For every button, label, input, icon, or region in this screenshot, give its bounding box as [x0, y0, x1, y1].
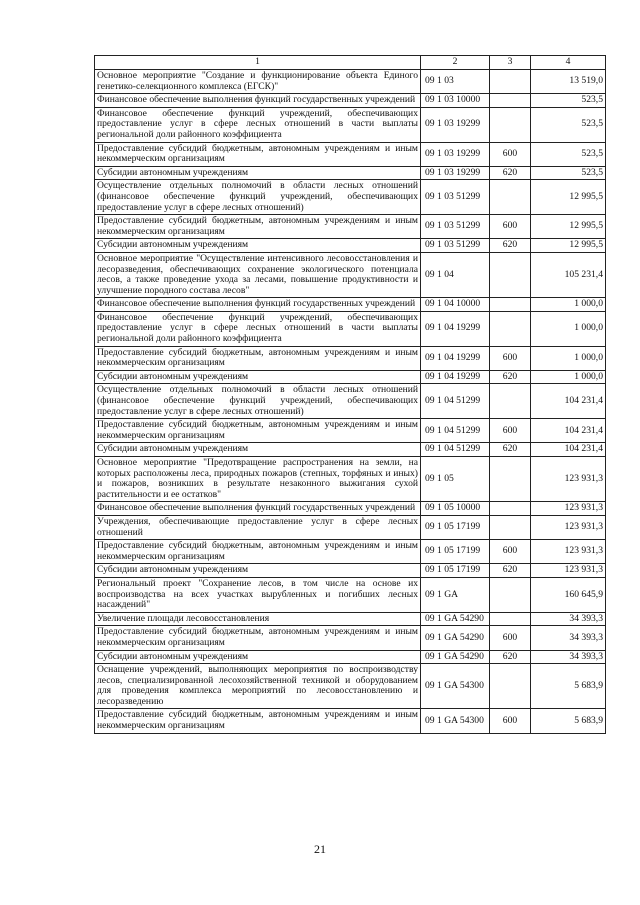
- table-row: [95, 252, 606, 297]
- row-code: 09 1 GA: [421, 577, 490, 612]
- row-code: 09 1 03 19299: [421, 142, 490, 166]
- row-code: 09 1 GA 54300: [421, 709, 490, 733]
- table-row: [95, 298, 606, 312]
- row-description: Финансовое обеспечение функций учреждений, обеспечивающих предоставление услуг в сфере лесных отношений в части выплаты региональной доли районного коэффициента: [95, 107, 421, 142]
- row-amount: 12 995,5: [531, 239, 606, 253]
- row-amount: 123 931,3: [531, 457, 606, 502]
- table-row: [95, 142, 606, 166]
- row-description: Основное мероприятие "Предотвращение распространения на земли, на которых расположены леса, природных пожаров (степных, торфяных и иных) и пожаров, возникших в результате незаконного выжигания сухой растительности и ее остатков": [95, 457, 421, 502]
- row-description: Увеличение площади лесовосстановления: [95, 612, 421, 626]
- row-code: 09 1 05 10000: [421, 502, 490, 516]
- row-expense-type: 620: [490, 443, 531, 457]
- row-amount: 12 995,5: [531, 215, 606, 239]
- table-row: [95, 709, 606, 733]
- row-amount: 123 931,3: [531, 540, 606, 564]
- table-row: [95, 626, 606, 650]
- row-code: 09 1 04 19299: [421, 311, 490, 346]
- table-row: [95, 370, 606, 384]
- table-row: [95, 612, 606, 626]
- row-amount: 104 231,4: [531, 443, 606, 457]
- table-row: [95, 564, 606, 578]
- row-description: Субсидии автономным учреждениям: [95, 564, 421, 578]
- row-amount: 34 393,3: [531, 650, 606, 664]
- table-row: [95, 419, 606, 443]
- row-code: 09 1 04: [421, 252, 490, 297]
- row-description: Предоставление субсидий бюджетным, автономным учреждениям и иным некоммерческим организациям: [95, 142, 421, 166]
- row-description: Оснащение учреждений, выполняющих мероприятия по воспроизводству лесов, специализированной лесохозяйственной техникой и оборудованием для проведения комплекса мероприятий по лесовосстановлению и лесоразведению: [95, 664, 421, 709]
- row-code: 09 1 03 51299: [421, 215, 490, 239]
- budget-table: [94, 55, 606, 734]
- row-amount: 13 519,0: [531, 70, 606, 94]
- row-amount: 123 931,3: [531, 515, 606, 539]
- row-amount: 160 645,9: [531, 577, 606, 612]
- row-code: 09 1 04 10000: [421, 298, 490, 312]
- row-description: Субсидии автономным учреждениям: [95, 650, 421, 664]
- row-amount: 1 000,0: [531, 370, 606, 384]
- row-expense-type: 620: [490, 239, 531, 253]
- row-description: Субсидии автономным учреждениям: [95, 166, 421, 180]
- table-row: [95, 443, 606, 457]
- row-description: Предоставление субсидий бюджетным, автономным учреждениям и иным некоммерческим организациям: [95, 346, 421, 370]
- row-code: 09 1 GA 54290: [421, 626, 490, 650]
- row-expense-type: 620: [490, 370, 531, 384]
- row-description: Осуществление отдельных полномочий в области лесных отношений (финансовое обеспечение функций учреждений, обеспечивающих предоставление услуг в сфере лесных отношений): [95, 180, 421, 215]
- row-expense-type: [490, 612, 531, 626]
- row-expense-type: 600: [490, 540, 531, 564]
- row-description: Предоставление субсидий бюджетным, автономным учреждениям и иным некоммерческим организациям: [95, 709, 421, 733]
- row-amount: 523,5: [531, 107, 606, 142]
- row-description: Субсидии автономным учреждениям: [95, 370, 421, 384]
- table-row: [95, 384, 606, 419]
- row-amount: 12 995,5: [531, 180, 606, 215]
- row-expense-type: [490, 94, 531, 108]
- row-amount: 5 683,9: [531, 664, 606, 709]
- header-row: [95, 56, 606, 70]
- table-row: [95, 577, 606, 612]
- table-row: [95, 180, 606, 215]
- row-amount: 104 231,4: [531, 419, 606, 443]
- row-code: 09 1 04 19299: [421, 346, 490, 370]
- row-code: 09 1 03 19299: [421, 107, 490, 142]
- table-row: [95, 540, 606, 564]
- row-code: 09 1 03: [421, 70, 490, 94]
- table-row: [95, 664, 606, 709]
- row-description: Основное мероприятие "Создание и функционирование объекта Единого генетико-селекционного комплекса (ЕГСК)": [95, 70, 421, 94]
- row-expense-type: 600: [490, 709, 531, 733]
- row-code: 09 1 GA 54300: [421, 664, 490, 709]
- table-row: [95, 94, 606, 108]
- row-amount: 123 931,3: [531, 502, 606, 516]
- row-amount: 1 000,0: [531, 346, 606, 370]
- row-amount: 123 931,3: [531, 564, 606, 578]
- row-expense-type: 600: [490, 215, 531, 239]
- row-amount: 34 393,3: [531, 626, 606, 650]
- table-row: [95, 215, 606, 239]
- row-amount: 5 683,9: [531, 709, 606, 733]
- header-col-3: 3: [490, 56, 531, 70]
- row-expense-type: [490, 311, 531, 346]
- row-description: Финансовое обеспечение выполнения функций государственных учреждений: [95, 94, 421, 108]
- row-amount: 1 000,0: [531, 298, 606, 312]
- row-code: 09 1 04 51299: [421, 384, 490, 419]
- row-expense-type: [490, 298, 531, 312]
- row-expense-type: [490, 457, 531, 502]
- table-row: [95, 311, 606, 346]
- row-code: 09 1 GA 54290: [421, 612, 490, 626]
- row-description: Финансовое обеспечение выполнения функций государственных учреждений: [95, 298, 421, 312]
- row-expense-type: 600: [490, 419, 531, 443]
- row-code: 09 1 05 17199: [421, 564, 490, 578]
- row-amount: 105 231,4: [531, 252, 606, 297]
- table-row: [95, 515, 606, 539]
- row-description: Предоставление субсидий бюджетным, автономным учреждениям и иным некоммерческим организациям: [95, 540, 421, 564]
- row-code: 09 1 03 51299: [421, 239, 490, 253]
- table-row: [95, 502, 606, 516]
- row-code: 09 1 04 19299: [421, 370, 490, 384]
- row-description: Субсидии автономным учреждениям: [95, 239, 421, 253]
- row-code: 09 1 04 51299: [421, 443, 490, 457]
- row-amount: 523,5: [531, 166, 606, 180]
- row-description: Региональный проект "Сохранение лесов, в том числе на основе их воспроизводства на всех участках вырубленных и погибших лесных насаждений": [95, 577, 421, 612]
- table-row: [95, 107, 606, 142]
- row-description: Осуществление отдельных полномочий в области лесных отношений (финансовое обеспечение функций учреждений, обеспечивающих предоставление услуг в сфере лесных отношений): [95, 384, 421, 419]
- row-description: Основное мероприятие "Осуществление интенсивного лесовосстановления и лесоразведения, обеспечивающих сохранение экологического потенциала лесов, а также проведение ухода за лесами, повышение продуктивности и улучшение породного состава лесов": [95, 252, 421, 297]
- row-expense-type: [490, 515, 531, 539]
- row-description: Субсидии автономным учреждениям: [95, 443, 421, 457]
- row-code: 09 1 05: [421, 457, 490, 502]
- table-body: [95, 70, 606, 734]
- row-expense-type: [490, 252, 531, 297]
- row-amount: 523,5: [531, 142, 606, 166]
- row-expense-type: 600: [490, 142, 531, 166]
- row-amount: 104 231,4: [531, 384, 606, 419]
- header-col-4: 4: [531, 56, 606, 70]
- row-amount: 1 000,0: [531, 311, 606, 346]
- header-col-1: 1: [95, 56, 421, 70]
- row-code: 09 1 05 17199: [421, 540, 490, 564]
- row-expense-type: 620: [490, 166, 531, 180]
- row-code: 09 1 04 51299: [421, 419, 490, 443]
- row-expense-type: 600: [490, 626, 531, 650]
- row-expense-type: [490, 577, 531, 612]
- row-description: Предоставление субсидий бюджетным, автономным учреждениям и иным некоммерческим организациям: [95, 626, 421, 650]
- row-expense-type: 620: [490, 564, 531, 578]
- row-expense-type: [490, 70, 531, 94]
- row-expense-type: [490, 384, 531, 419]
- row-code: 09 1 03 51299: [421, 180, 490, 215]
- row-description: Финансовое обеспечение функций учреждений, обеспечивающих предоставление услуг в сфере лесных отношений в части выплаты региональной доли районного коэффициента: [95, 311, 421, 346]
- table-row: [95, 457, 606, 502]
- table-row: [95, 650, 606, 664]
- row-amount: 523,5: [531, 94, 606, 108]
- row-expense-type: [490, 180, 531, 215]
- row-code: 09 1 03 10000: [421, 94, 490, 108]
- row-description: Финансовое обеспечение выполнения функций государственных учреждений: [95, 502, 421, 516]
- row-code: 09 1 05 17199: [421, 515, 490, 539]
- row-description: Учреждения, обеспечивающие предоставление услуг в сфере лесных отношений: [95, 515, 421, 539]
- row-code: 09 1 03 19299: [421, 166, 490, 180]
- page-number: 21: [314, 842, 326, 856]
- row-expense-type: [490, 107, 531, 142]
- table-row: [95, 239, 606, 253]
- document-page: [94, 55, 605, 734]
- row-description: Предоставление субсидий бюджетным, автономным учреждениям и иным некоммерческим организациям: [95, 215, 421, 239]
- row-expense-type: 620: [490, 650, 531, 664]
- table-row: [95, 70, 606, 94]
- table-row: [95, 166, 606, 180]
- row-expense-type: [490, 502, 531, 516]
- row-expense-type: 600: [490, 346, 531, 370]
- table-row: [95, 346, 606, 370]
- row-code: 09 1 GA 54290: [421, 650, 490, 664]
- row-amount: 34 393,3: [531, 612, 606, 626]
- row-expense-type: [490, 664, 531, 709]
- row-description: Предоставление субсидий бюджетным, автономным учреждениям и иным некоммерческим организациям: [95, 419, 421, 443]
- header-col-2: 2: [421, 56, 490, 70]
